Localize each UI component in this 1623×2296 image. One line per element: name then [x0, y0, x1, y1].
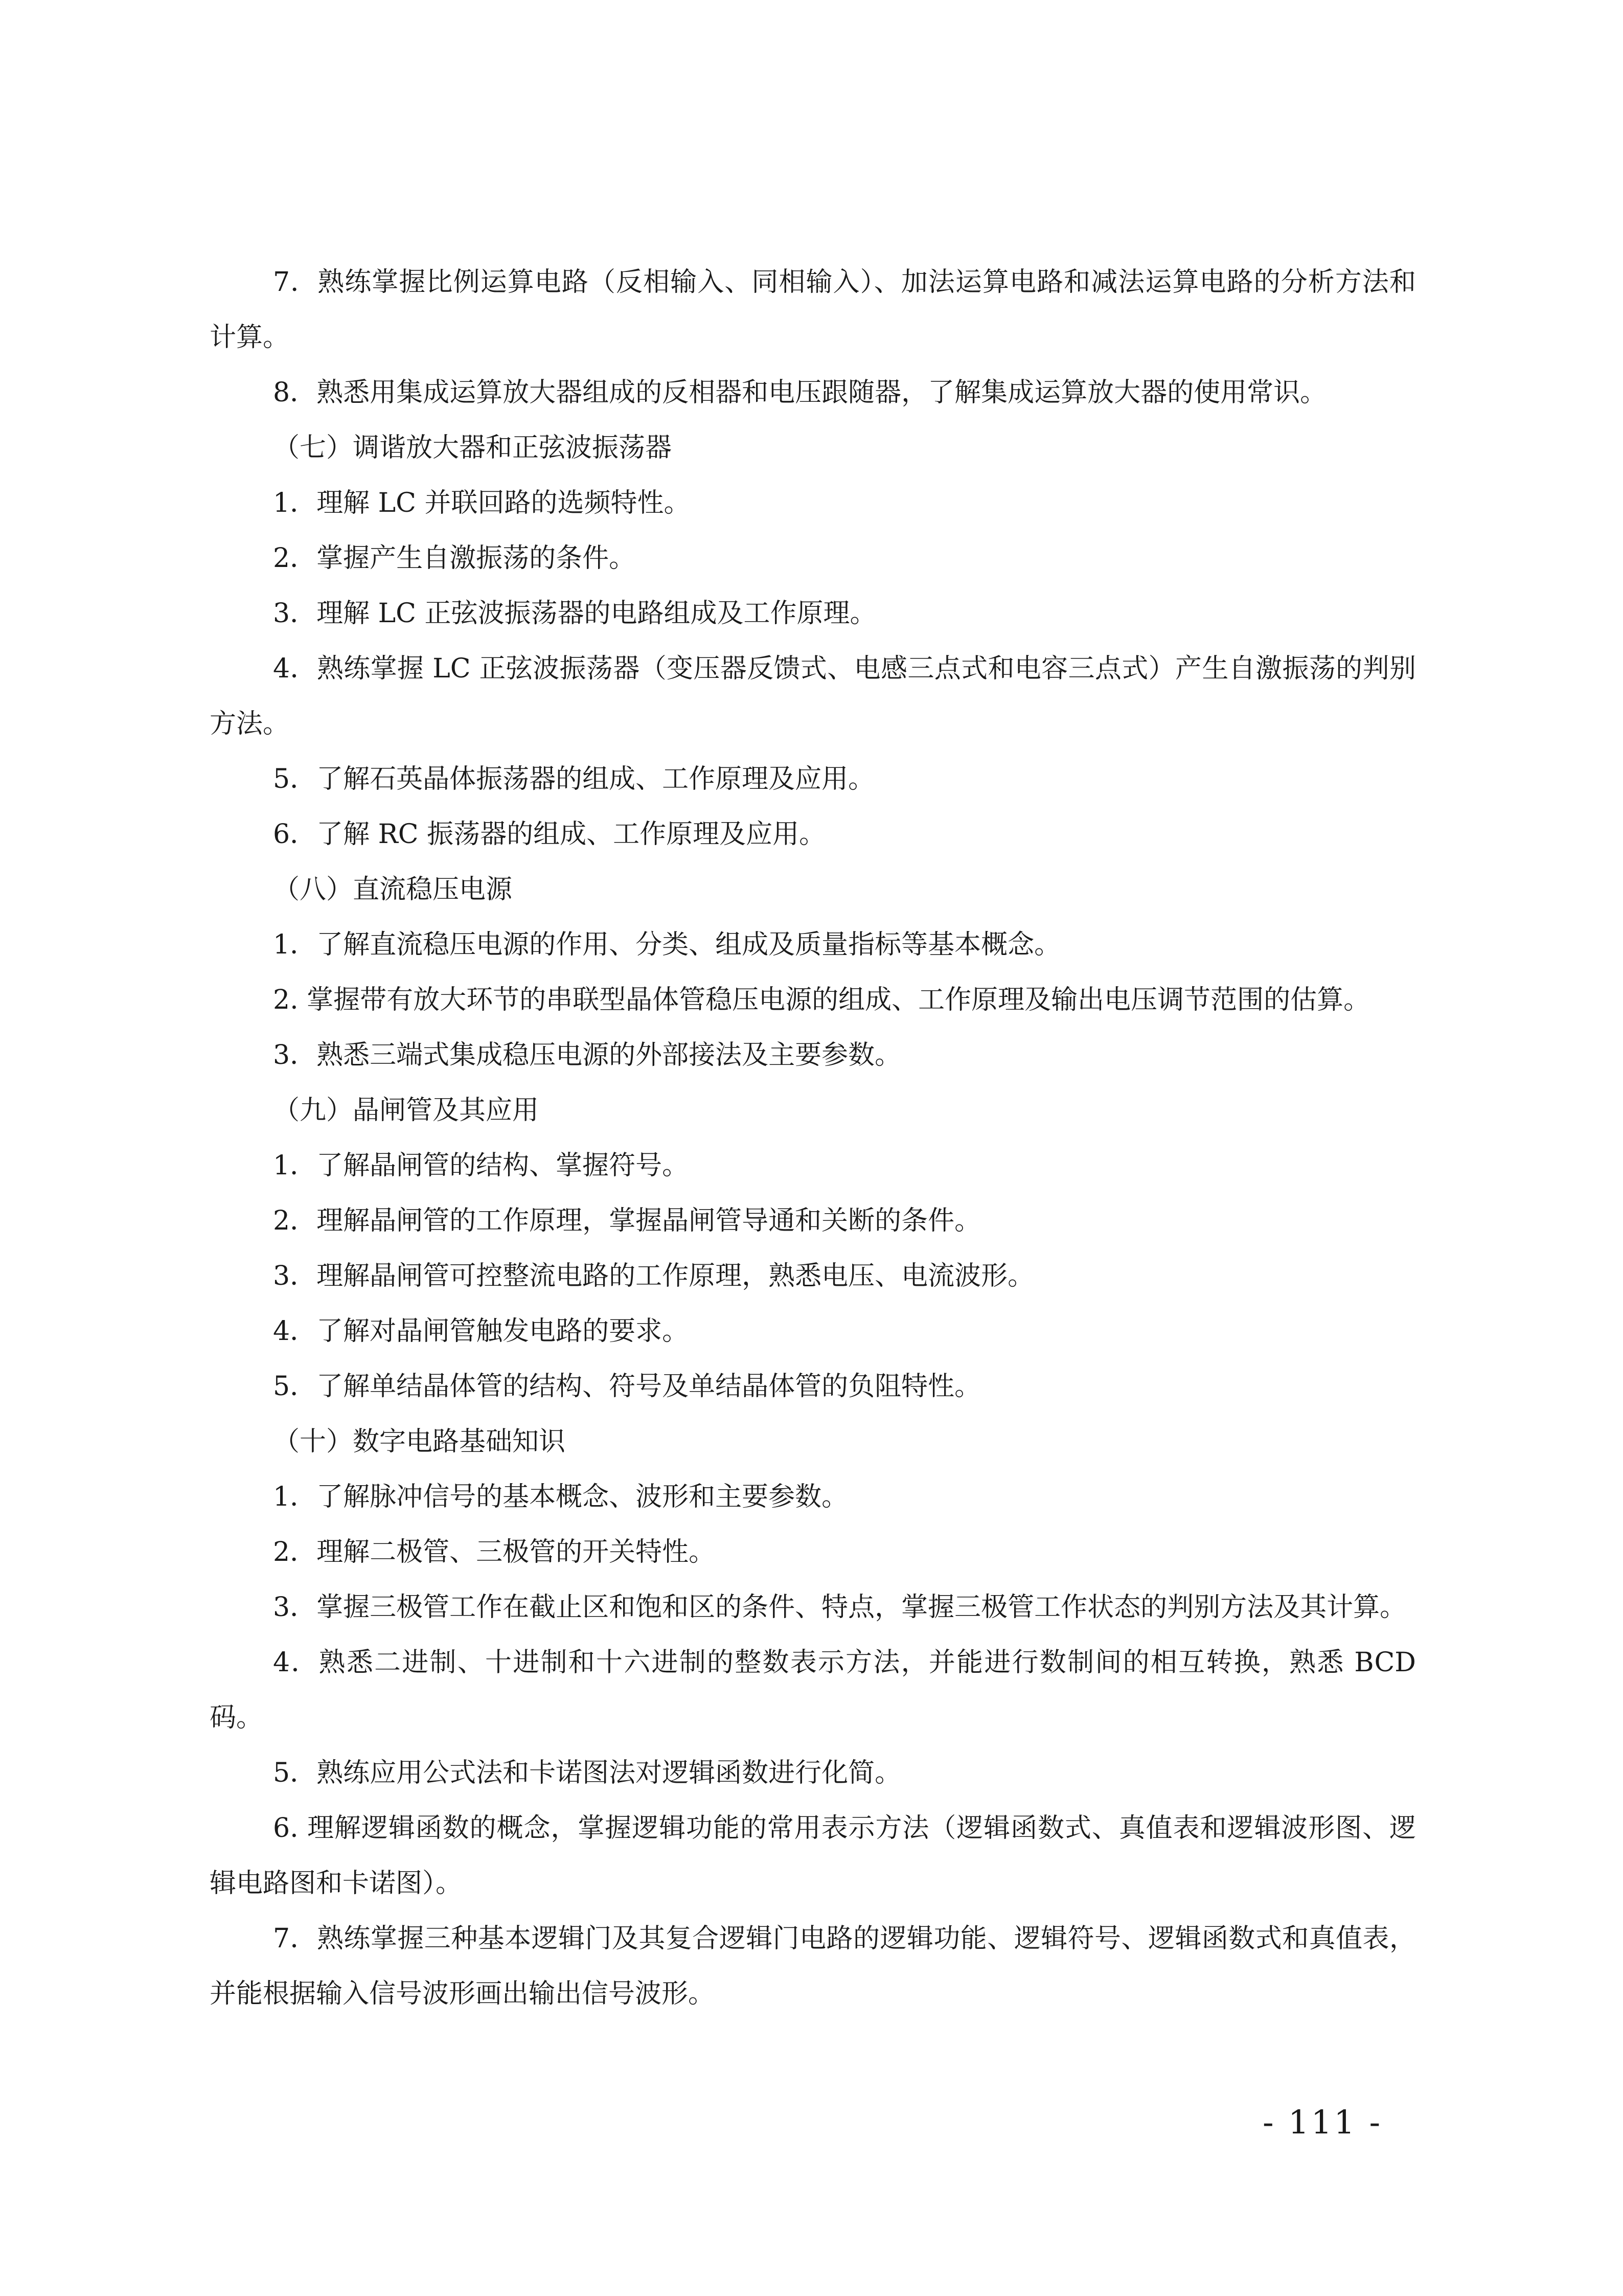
list-item: 4．熟练掌握 LC 正弦波振荡器（变压器反馈式、电感三点式和电容三点式）产生自激振荡的判别方法。 [210, 653, 1416, 739]
section-heading-10-digital-basics: （十）数字电路基础知识 [273, 1426, 566, 1457]
section-heading-9-thyristor: （九）晶闸管及其应用 [273, 1095, 539, 1126]
list-item: 2．理解二极管、三极管的开关特性。 [273, 1537, 716, 1567]
paragraph-8-op-amp-usage: 8．熟悉用集成运算放大器组成的反相器和电压跟随器，了解集成运算放大器的使用常识。 [273, 377, 1327, 408]
list-item: 4．熟悉二进制、十进制和十六进制的整数表示方法，并能进行数制间的相互转换，熟悉 BCD 码。 [210, 1647, 1416, 1733]
list-item: 1．了解直流稳压电源的作用、分类、组成及质量指标等基本概念。 [273, 929, 1061, 960]
document-body [210, 255, 1416, 2021]
list-item: 5．熟练应用公式法和卡诺图法对逻辑函数进行化简。 [273, 1758, 902, 1788]
list-item: 1．了解晶闸管的结构、掌握符号。 [273, 1150, 689, 1181]
list-item: 2．理解晶闸管的工作原理，掌握晶闸管导通和关断的条件。 [273, 1206, 981, 1236]
list-item: 2．掌握产生自激振荡的条件。 [273, 543, 636, 574]
list-item: 3．熟悉三端式集成稳压电源的外部接法及主要参数。 [273, 1040, 902, 1071]
section-heading-7-tuned-amplifier: （七）调谐放大器和正弦波振荡器 [273, 433, 672, 463]
list-item: 1．理解 LC 并联回路的选频特性。 [273, 488, 691, 518]
list-item: 5．了解石英晶体振荡器的组成、工作原理及应用。 [273, 764, 875, 794]
list-item: 4．了解对晶闸管触发电路的要求。 [273, 1316, 689, 1347]
list-item: 1．了解脉冲信号的基本概念、波形和主要参数。 [273, 1482, 849, 1512]
list-item: 2. 掌握带有放大环节的串联型晶体管稳压电源的组成、工作原理及输出电压调节范围的估算。 [273, 985, 1370, 1015]
list-item: 6. 理解逻辑函数的概念，掌握逻辑功能的常用表示方法（逻辑函数式、真值表和逻辑波形图、逻辑电路图和卡诺图）。 [210, 1813, 1416, 1899]
list-item: 6．了解 RC 振荡器的组成、工作原理及应用。 [273, 819, 826, 850]
list-item: 3．理解 LC 正弦波振荡器的电路组成及工作原理。 [273, 598, 877, 629]
list-item: 5．了解单结晶体管的结构、符号及单结晶体管的负阻特性。 [273, 1371, 981, 1402]
page-number: - 111 - [1263, 2104, 1383, 2142]
list-item: 3．理解晶闸管可控整流电路的工作原理，熟悉电压、电流波形。 [273, 1261, 1035, 1291]
list-item: 3．掌握三极管工作在截止区和饱和区的条件、特点，掌握三极管工作状态的判别方法及其计算。 [273, 1592, 1407, 1623]
section-heading-8-dc-power: （八）直流稳压电源 [273, 874, 513, 905]
paragraph-7-ratio-circuits: 7．熟练掌握比例运算电路（反相输入、同相输入）、加法运算电路和减法运算电路的分析方法和计算。 [210, 267, 1416, 353]
list-item: 7．熟练掌握三种基本逻辑门及其复合逻辑门电路的逻辑功能、逻辑符号、逻辑函数式和真值表，并能根据输入信号波形画出输出信号波形。 [210, 1923, 1416, 2009]
